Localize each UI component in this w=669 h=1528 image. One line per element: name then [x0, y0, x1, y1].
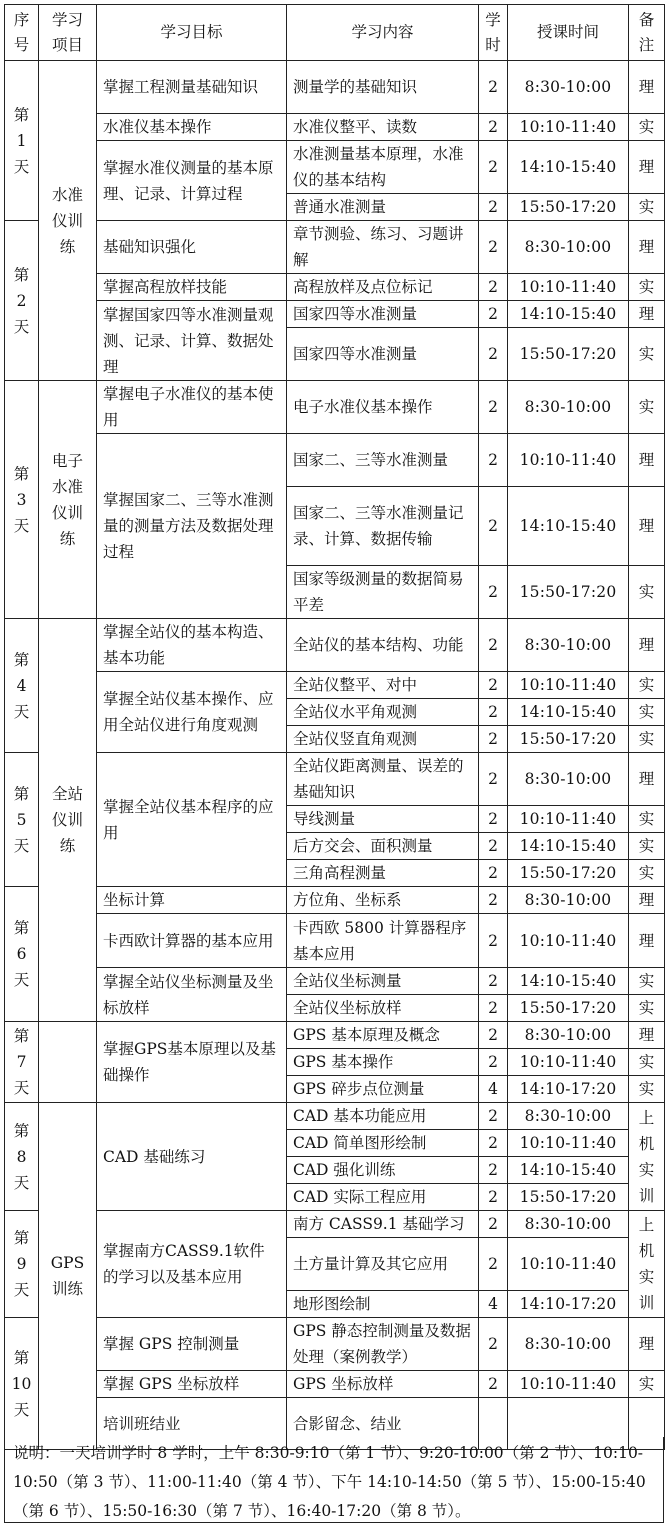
- schedule-footnote: 说明：一天培训学时 8 学时，上午 8:30-9:10（第 1 节）、9:20-10:00（第 2 节）、10:10-10:50（第 3 节）、11:00-11:40（第 4 节）、下午 14:10-14:50（第 5 节）、15:00-15:40（第 6 节）、15:50-16:30（第 7 节）、16:40-17:20（第 8 节）。: [4, 1437, 664, 1523]
- content-cell: CAD 实际工程应用: [287, 1184, 479, 1211]
- hours-cell: 2: [479, 381, 508, 434]
- content-cell: 测量学的基础知识: [287, 61, 479, 114]
- content-cell: 国家等级测量的数据简易平差: [287, 566, 479, 619]
- goal-cell: 掌握GPS基本原理以及基础操作: [97, 1022, 287, 1103]
- note-cell: 实: [629, 806, 665, 833]
- goal-cell: CAD 基础练习: [97, 1103, 287, 1211]
- note-cell: 理: [629, 487, 665, 566]
- note-cell: 实: [629, 1371, 665, 1398]
- time-cell: 10:10-11:40: [508, 274, 629, 301]
- content-cell: 国家四等水准测量: [287, 328, 479, 381]
- header-time: 授课时间: [508, 5, 629, 61]
- content-cell: 电子水准仪基本操作: [287, 381, 479, 434]
- table-row: [5, 434, 665, 487]
- table-row: [5, 381, 665, 434]
- time-cell: 15:50-17:20: [508, 726, 629, 753]
- note-cell: 实: [629, 114, 665, 141]
- note-cell: 理: [629, 61, 665, 114]
- time-cell: 10:10-11:40: [508, 806, 629, 833]
- content-cell: 合影留念、结业: [287, 1398, 479, 1450]
- note-cell: 实: [629, 699, 665, 726]
- content-cell: 水准仪整平、读数: [287, 114, 479, 141]
- content-cell: 国家二、三等水准测量: [287, 434, 479, 487]
- time-cell: 15:50-17:20: [508, 860, 629, 887]
- table-row: [5, 114, 665, 141]
- hours-cell: 2: [479, 328, 508, 381]
- note-cell: 实: [629, 726, 665, 753]
- hours-cell: 2: [479, 726, 508, 753]
- day-label: 第3天: [5, 381, 39, 619]
- header-content: 学习内容: [287, 5, 479, 61]
- goal-cell: 掌握 GPS 控制测量: [97, 1318, 287, 1371]
- note-cell: 理: [629, 1022, 665, 1049]
- day-label: 第2天: [5, 221, 39, 381]
- time-cell: 10:10-11:40: [508, 114, 629, 141]
- note-cell: 实: [629, 328, 665, 381]
- project-label: 全站仪训练: [39, 619, 97, 1022]
- content-cell: 导线测量: [287, 806, 479, 833]
- content-cell: CAD 简单图形绘制: [287, 1130, 479, 1157]
- hours-cell: 2: [479, 221, 508, 274]
- table-row: [5, 221, 665, 274]
- content-cell: GPS 基本原理及概念: [287, 1022, 479, 1049]
- content-cell: 全站仪的基本结构、功能: [287, 619, 479, 672]
- hours-cell: 2: [479, 274, 508, 301]
- hours-cell: 2: [479, 1157, 508, 1184]
- note-cell: 上机实训: [629, 1211, 665, 1318]
- table-row: [5, 672, 665, 699]
- hours-cell: 2: [479, 1318, 508, 1371]
- hours-cell: 2: [479, 1211, 508, 1238]
- time-cell: 14:10-17:20: [508, 1076, 629, 1103]
- time-cell: 10:10-11:40: [508, 1130, 629, 1157]
- goal-cell: 掌握南方CASS9.1软件的学习以及基本应用: [97, 1211, 287, 1318]
- goal-cell: 掌握全站仪基本程序的应用: [97, 753, 287, 887]
- content-cell: 后方交会、面积测量: [287, 833, 479, 860]
- hours-cell: 2: [479, 114, 508, 141]
- note-cell: 理: [629, 221, 665, 274]
- content-cell: 章节测验、练习、习题讲解: [287, 221, 479, 274]
- note-cell: 实: [629, 672, 665, 699]
- table-row: [5, 753, 665, 806]
- time-cell: 8:30-10:00: [508, 753, 629, 806]
- time-cell: 10:10-11:40: [508, 1049, 629, 1076]
- table-row: [5, 968, 665, 995]
- day-label: 第5天: [5, 753, 39, 887]
- note-cell: 理: [629, 1318, 665, 1371]
- hours-cell: 2: [479, 968, 508, 995]
- hours-cell: 2: [479, 753, 508, 806]
- note-cell: 实: [629, 860, 665, 887]
- hours-cell: 2: [479, 1238, 508, 1291]
- content-cell: 国家四等水准测量: [287, 301, 479, 328]
- content-cell: GPS 基本操作: [287, 1049, 479, 1076]
- content-cell: 南方 CASS9.1 基础学习: [287, 1211, 479, 1238]
- training-schedule-table: [4, 4, 665, 1450]
- note-cell: 理: [629, 914, 665, 968]
- goal-cell: 掌握 GPS 坐标放样: [97, 1371, 287, 1398]
- content-cell: 全站仪距离测量、误差的基础知识: [287, 753, 479, 806]
- note-cell: 理: [629, 141, 665, 194]
- content-cell: CAD 强化训练: [287, 1157, 479, 1184]
- hours-cell: 2: [479, 1022, 508, 1049]
- content-cell: GPS 碎步点位测量: [287, 1076, 479, 1103]
- table-row: [5, 619, 665, 672]
- content-cell: 水准测量基本原理，水准仪的基本结构: [287, 141, 479, 194]
- header-row: [5, 5, 665, 61]
- hours-cell: 2: [479, 833, 508, 860]
- content-cell: 全站仪竖直角观测: [287, 726, 479, 753]
- goal-cell: 坐标计算: [97, 887, 287, 914]
- content-cell: 方位角、坐标系: [287, 887, 479, 914]
- time-cell: 15:50-17:20: [508, 995, 629, 1022]
- goal-cell: 卡西欧计算器的基本应用: [97, 914, 287, 968]
- hours-cell: 2: [479, 1184, 508, 1211]
- time-cell: 15:50-17:20: [508, 328, 629, 381]
- hours-cell: 2: [479, 1371, 508, 1398]
- header-note: 备注: [629, 5, 665, 61]
- table-row: [5, 1318, 665, 1371]
- note-cell: 实: [629, 968, 665, 995]
- time-cell: 8:30-10:00: [508, 1211, 629, 1238]
- hours-cell: 2: [479, 995, 508, 1022]
- time-cell: 14:10-15:40: [508, 699, 629, 726]
- time-cell: 10:10-11:40: [508, 1371, 629, 1398]
- content-cell: 全站仪坐标测量: [287, 968, 479, 995]
- time-cell: 15:50-17:20: [508, 194, 629, 221]
- header-goal: 学习目标: [97, 5, 287, 61]
- goal-cell: 掌握电子水准仪的基本使用: [97, 381, 287, 434]
- table-row: [5, 1103, 665, 1130]
- note-cell: 理: [629, 434, 665, 487]
- content-cell: 三角高程测量: [287, 860, 479, 887]
- hours-cell: 2: [479, 141, 508, 194]
- hours-cell: 2: [479, 61, 508, 114]
- time-cell: 14:10-15:40: [508, 301, 629, 328]
- time-cell: 8:30-10:00: [508, 619, 629, 672]
- note-cell: 实: [629, 833, 665, 860]
- time-cell: 14:10-15:40: [508, 141, 629, 194]
- content-cell: 地形图绘制: [287, 1291, 479, 1318]
- project-label: GPS训练: [39, 1103, 97, 1450]
- time-cell: 8:30-10:00: [508, 1103, 629, 1130]
- time-cell: 10:10-11:40: [508, 1238, 629, 1291]
- content-cell: 全站仪整平、对中: [287, 672, 479, 699]
- time-cell: 8:30-10:00: [508, 1022, 629, 1049]
- table-row: [5, 1371, 665, 1398]
- time-cell: 8:30-10:00: [508, 221, 629, 274]
- goal-cell: 掌握工程测量基础知识: [97, 61, 287, 114]
- hours-cell: 2: [479, 194, 508, 221]
- note-cell: 实: [629, 1076, 665, 1103]
- day-label: 第1天: [5, 61, 39, 221]
- content-cell: CAD 基本功能应用: [287, 1103, 479, 1130]
- time-cell: 8:30-10:00: [508, 887, 629, 914]
- day-label: 第9天: [5, 1211, 39, 1318]
- table-row: [5, 274, 665, 301]
- content-cell: 普通水准测量: [287, 194, 479, 221]
- project-label: 电子水准仪训练: [39, 381, 97, 619]
- time-cell: 8:30-10:00: [508, 1318, 629, 1371]
- goal-cell: 掌握水准仪测量的基本原理、记录、计算过程: [97, 141, 287, 221]
- goal-cell: 掌握国家四等水准测量观测、记录、计算、数据处理: [97, 301, 287, 381]
- content-cell: GPS 坐标放样: [287, 1371, 479, 1398]
- note-cell: 上机实训: [629, 1103, 665, 1211]
- content-cell: 全站仪坐标放样: [287, 995, 479, 1022]
- table-row: [5, 141, 665, 194]
- hours-cell: 2: [479, 301, 508, 328]
- hours-cell: 2: [479, 806, 508, 833]
- table-row: [5, 61, 665, 114]
- project-label: 水准仪训练: [39, 61, 97, 381]
- time-cell: 14:10-17:20: [508, 1291, 629, 1318]
- note-cell: 理: [629, 887, 665, 914]
- table-row: [5, 301, 665, 328]
- content-cell: 高程放样及点位标记: [287, 274, 479, 301]
- hours-cell: 4: [479, 1291, 508, 1318]
- note-cell: 实: [629, 274, 665, 301]
- hours-cell: 2: [479, 619, 508, 672]
- table-row: [5, 887, 665, 914]
- day-label: 第8天: [5, 1103, 39, 1211]
- note-cell: 实: [629, 381, 665, 434]
- goal-cell: 掌握国家二、三等水准测量的测量方法及数据处理过程: [97, 434, 287, 619]
- goal-cell: 基础知识强化: [97, 221, 287, 274]
- time-cell: 14:10-15:40: [508, 968, 629, 995]
- time-cell: 10:10-11:40: [508, 434, 629, 487]
- note-cell: 理: [629, 619, 665, 672]
- table-row: [5, 1022, 665, 1049]
- content-cell: 国家二、三等水准测量记录、计算、数据传输: [287, 487, 479, 566]
- hours-cell: 2: [479, 487, 508, 566]
- note-cell: 理: [629, 301, 665, 328]
- hours-cell: 2: [479, 860, 508, 887]
- hours-cell: 2: [479, 1103, 508, 1130]
- time-cell: 14:10-15:40: [508, 1157, 629, 1184]
- day-label: 第7天: [5, 1022, 39, 1103]
- time-cell: 14:10-15:40: [508, 487, 629, 566]
- hours-cell: 4: [479, 1076, 508, 1103]
- hours-cell: 2: [479, 672, 508, 699]
- table-row: [5, 914, 665, 968]
- hours-cell: 2: [479, 1130, 508, 1157]
- note-cell: 理: [629, 753, 665, 806]
- goal-cell: 水准仪基本操作: [97, 114, 287, 141]
- day-label: 第10天: [5, 1318, 39, 1450]
- hours-cell: 2: [479, 699, 508, 726]
- note-cell: 实: [629, 566, 665, 619]
- goal-cell: 掌握全站仪坐标测量及坐标放样: [97, 968, 287, 1022]
- day-label: 第4天: [5, 619, 39, 753]
- content-cell: GPS 静态控制测量及数据处理（案例教学）: [287, 1318, 479, 1371]
- time-cell: 8:30-10:00: [508, 61, 629, 114]
- note-cell: 实: [629, 194, 665, 221]
- hours-cell: 2: [479, 887, 508, 914]
- day-label: 第6天: [5, 887, 39, 1022]
- time-cell: 10:10-11:40: [508, 672, 629, 699]
- content-cell: 卡西欧 5800 计算器程序基本应用: [287, 914, 479, 968]
- header-project: 学习项目: [39, 5, 97, 61]
- goal-cell: 掌握高程放样技能: [97, 274, 287, 301]
- goal-cell: 培训班结业: [97, 1398, 287, 1450]
- goal-cell: 掌握全站仪的基本构造、基本功能: [97, 619, 287, 672]
- hours-cell: 2: [479, 566, 508, 619]
- project-label-empty: [39, 1022, 97, 1103]
- hours-cell: 2: [479, 434, 508, 487]
- content-cell: 土方量计算及其它应用: [287, 1238, 479, 1291]
- note-cell: 实: [629, 1049, 665, 1076]
- table-row: [5, 1211, 665, 1238]
- note-cell: 实: [629, 995, 665, 1022]
- time-cell: 8:30-10:00: [508, 381, 629, 434]
- hours-cell: 2: [479, 1049, 508, 1076]
- content-cell: 全站仪水平角观测: [287, 699, 479, 726]
- time-cell: 15:50-17:20: [508, 1184, 629, 1211]
- header-seq: 序号: [5, 5, 39, 61]
- time-cell: 10:10-11:40: [508, 914, 629, 968]
- time-cell: 15:50-17:20: [508, 566, 629, 619]
- time-cell: 14:10-15:40: [508, 833, 629, 860]
- header-hours: 学时: [479, 5, 508, 61]
- goal-cell: 掌握全站仪基本操作、应用全站仪进行角度观测: [97, 672, 287, 753]
- hours-cell: 2: [479, 914, 508, 968]
